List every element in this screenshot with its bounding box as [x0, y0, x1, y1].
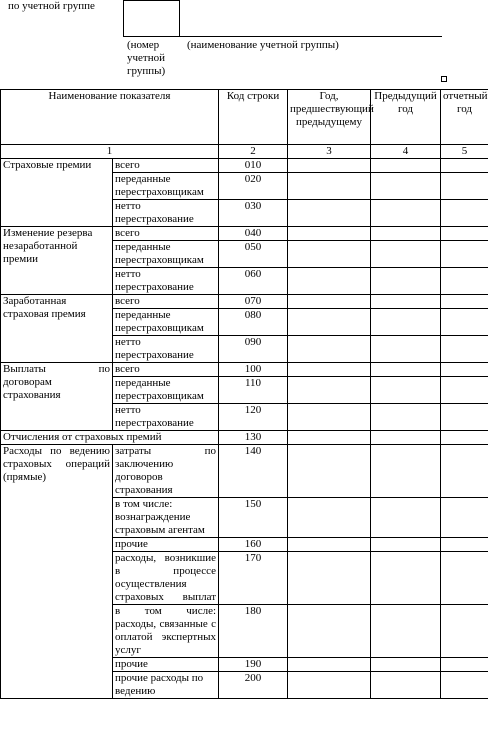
group-name-line: [180, 36, 442, 37]
indicator-name: Расходы по ведению страховых операций (прямые): [1, 445, 113, 699]
indicator-sub: всего: [113, 159, 219, 173]
row-code: 090: [219, 336, 288, 363]
indicator-sub: прочие: [113, 658, 219, 672]
row-code: 070: [219, 295, 288, 309]
row-code: 030: [219, 200, 288, 227]
col-number: 3: [288, 145, 371, 159]
value-cell[interactable]: [371, 200, 441, 227]
table-row: [1, 363, 488, 377]
value-cell[interactable]: [441, 605, 488, 658]
value-cell[interactable]: [288, 173, 371, 200]
value-cell[interactable]: [441, 672, 488, 699]
caption-name: (наименование учетной группы): [187, 39, 339, 51]
value-cell[interactable]: [288, 241, 371, 268]
value-cell[interactable]: [288, 658, 371, 672]
value-cell[interactable]: [288, 498, 371, 538]
value-cell[interactable]: [441, 295, 488, 309]
value-cell[interactable]: [288, 404, 371, 431]
value-cell[interactable]: [371, 658, 441, 672]
value-cell[interactable]: [441, 336, 488, 363]
value-cell[interactable]: [288, 309, 371, 336]
indicator-name: Изменение резерва незаработанной премии: [1, 227, 113, 295]
value-cell[interactable]: [371, 445, 441, 498]
row-code: 020: [219, 173, 288, 200]
col-header-name: Наименование показателя: [1, 90, 219, 145]
indicator-name: Выплаты по договорам страхования: [1, 363, 113, 431]
value-cell[interactable]: [371, 159, 441, 173]
value-cell[interactable]: [441, 658, 488, 672]
value-cell[interactable]: [371, 227, 441, 241]
value-cell[interactable]: [441, 377, 488, 404]
indicator-sub: нетто перестрахование: [113, 268, 219, 295]
row-code: 050: [219, 241, 288, 268]
value-cell[interactable]: [371, 309, 441, 336]
value-cell[interactable]: [288, 431, 371, 445]
row-code: 080: [219, 309, 288, 336]
value-cell[interactable]: [441, 268, 488, 295]
value-cell[interactable]: [441, 552, 488, 605]
value-cell[interactable]: [371, 241, 441, 268]
row-code: 180: [219, 605, 288, 658]
value-cell[interactable]: [441, 445, 488, 498]
row-code: 010: [219, 159, 288, 173]
row-code: 120: [219, 404, 288, 431]
value-cell[interactable]: [288, 445, 371, 498]
col-number: 4: [371, 145, 441, 159]
value-cell[interactable]: [371, 295, 441, 309]
value-cell[interactable]: [288, 363, 371, 377]
indicator-sub: прочие расходы по ведению: [113, 672, 219, 699]
report-table: [0, 89, 488, 699]
value-cell[interactable]: [371, 498, 441, 538]
row-code: 140: [219, 445, 288, 498]
indicator-sub: всего: [113, 227, 219, 241]
table-row: [1, 159, 488, 173]
table-row: [1, 295, 488, 309]
value-cell[interactable]: [441, 241, 488, 268]
value-cell[interactable]: [371, 268, 441, 295]
value-cell[interactable]: [371, 363, 441, 377]
value-cell[interactable]: [441, 363, 488, 377]
indicator-sub: прочие: [113, 538, 219, 552]
value-cell[interactable]: [371, 336, 441, 363]
value-cell[interactable]: [371, 538, 441, 552]
value-cell[interactable]: [371, 431, 441, 445]
indicator-sub: нетто перестрахование: [113, 336, 219, 363]
value-cell[interactable]: [441, 309, 488, 336]
group-label: по учетной группе: [8, 0, 95, 12]
row-code: 040: [219, 227, 288, 241]
value-cell[interactable]: [288, 336, 371, 363]
value-cell[interactable]: [371, 404, 441, 431]
value-cell[interactable]: [441, 498, 488, 538]
row-code: 190: [219, 658, 288, 672]
indicator-sub: всего: [113, 295, 219, 309]
value-cell[interactable]: [441, 404, 488, 431]
small-checkbox[interactable]: [441, 76, 447, 82]
indicator-sub: в том числе: вознаграждение страховым агентам: [113, 498, 219, 538]
col-number: 5: [441, 145, 488, 159]
value-cell[interactable]: [288, 605, 371, 658]
value-cell[interactable]: [288, 538, 371, 552]
indicator-name: Страховые премии: [1, 159, 113, 227]
row-code: 130: [219, 431, 288, 445]
group-number-box[interactable]: [123, 0, 180, 37]
value-cell[interactable]: [441, 538, 488, 552]
table-row: [1, 227, 488, 241]
col-header-prev-year: Предыдущий год: [371, 90, 441, 145]
value-cell[interactable]: [441, 159, 488, 173]
value-cell[interactable]: [371, 605, 441, 658]
value-cell[interactable]: [371, 377, 441, 404]
col-header-report-year: отчетный год: [441, 90, 488, 145]
caption-number: (номер учетной группы): [127, 39, 166, 77]
row-code: 150: [219, 498, 288, 538]
table-row: [1, 445, 488, 498]
col-header-code: Код строки: [219, 90, 288, 145]
indicator-name: Заработанная страховая премия: [1, 295, 113, 363]
value-cell[interactable]: [371, 552, 441, 605]
col-number: 1: [1, 145, 219, 159]
indicator-sub: переданные перестраховщикам: [113, 241, 219, 268]
col-number: 2: [219, 145, 288, 159]
row-code: 160: [219, 538, 288, 552]
value-cell[interactable]: [441, 227, 488, 241]
value-cell[interactable]: [371, 672, 441, 699]
value-cell[interactable]: [288, 552, 371, 605]
indicator-sub: переданные перестраховщикам: [113, 309, 219, 336]
indicator-name: Отчисления от страховых премий: [1, 431, 219, 445]
indicator-sub: всего: [113, 363, 219, 377]
value-cell[interactable]: [441, 431, 488, 445]
row-code: 110: [219, 377, 288, 404]
value-cell[interactable]: [288, 200, 371, 227]
row-code: 170: [219, 552, 288, 605]
indicator-sub: затраты по заключению договоров страхования: [113, 445, 219, 498]
col-header-year-before-prev: Год, предшествующий предыдущему: [288, 90, 371, 145]
value-cell[interactable]: [288, 268, 371, 295]
row-code: 060: [219, 268, 288, 295]
row-code: 100: [219, 363, 288, 377]
value-cell[interactable]: [288, 295, 371, 309]
indicator-sub: нетто перестрахование: [113, 404, 219, 431]
value-cell[interactable]: [288, 672, 371, 699]
indicator-sub: переданные перестраховщикам: [113, 377, 219, 404]
table-row: [1, 431, 488, 445]
value-cell[interactable]: [288, 227, 371, 241]
value-cell[interactable]: [441, 200, 488, 227]
indicator-sub: нетто перестрахование: [113, 200, 219, 227]
value-cell[interactable]: [288, 377, 371, 404]
indicator-sub: в том числе: расходы, связанные с оплатой экспертных услуг: [113, 605, 219, 658]
value-cell[interactable]: [441, 173, 488, 200]
indicator-sub: переданные перестраховщикам: [113, 173, 219, 200]
indicator-sub: расходы, возникшие в процессе осуществления страховых выплат: [113, 552, 219, 605]
value-cell[interactable]: [288, 159, 371, 173]
value-cell[interactable]: [371, 173, 441, 200]
row-code: 200: [219, 672, 288, 699]
